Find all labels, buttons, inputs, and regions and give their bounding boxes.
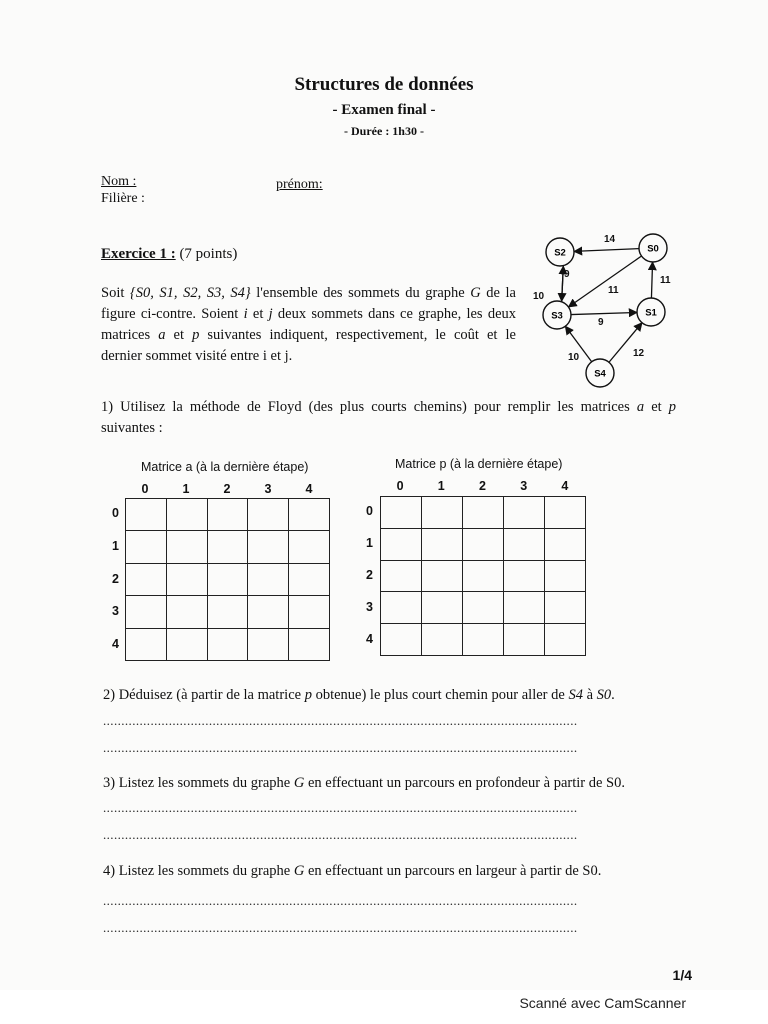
matrix-p-grid <box>380 496 586 656</box>
matrix-p-cell[interactable] <box>545 497 586 529</box>
matrix-p-cell[interactable] <box>463 592 504 624</box>
matrix-a-cell[interactable] <box>166 531 207 563</box>
matrix-a-row-index: 0 <box>112 506 119 521</box>
q2-text: 2) Déduisez (à partir de la matrice <box>103 687 305 703</box>
exam-duration: - Durée : 1h30 - <box>344 124 424 138</box>
svg-text:S3: S3 <box>551 310 563 322</box>
matrix-p-row-index: 4 <box>366 632 373 646</box>
matrix-p-row-index: 1 <box>366 536 373 550</box>
q2-text: . <box>611 687 615 703</box>
matrix-p-row <box>381 624 586 656</box>
svg-text:S2: S2 <box>554 247 566 259</box>
graph-node-s2 <box>546 238 574 266</box>
matrix-p-cell[interactable] <box>545 592 586 624</box>
matrix-p-row-index: 0 <box>366 504 373 518</box>
stmt-part: de la figure ci-contre. Soient <box>101 285 516 322</box>
graph-node-s0 <box>639 234 667 262</box>
answer-line[interactable]: .................................................................................................................................. <box>103 740 578 755</box>
matrix-a-row <box>126 563 330 595</box>
question-2 <box>103 685 615 706</box>
exercise-points: (7 points) <box>179 246 238 262</box>
matrix-a-row-index: 1 <box>112 538 119 553</box>
question-4 <box>103 861 601 882</box>
matrix-p-row <box>381 560 586 592</box>
q1-text: suivantes : <box>101 420 163 436</box>
stmt-part: Soit <box>101 285 130 301</box>
edge-weight-label: 9 <box>598 317 604 328</box>
answer-line[interactable]: .................................................................................................................................. <box>103 920 578 935</box>
matrix-a-grid <box>125 498 330 661</box>
matrix-a-cell[interactable] <box>207 596 248 628</box>
matrix-p-row-index: 2 <box>366 568 373 582</box>
matrix-a-cell[interactable] <box>248 596 289 628</box>
page-number: 1/4 <box>672 967 692 983</box>
q1-var-p: p <box>668 399 676 415</box>
matrix-a-cell[interactable] <box>126 499 167 531</box>
graph-symbol: G <box>470 285 481 301</box>
matrix-a-cell[interactable] <box>166 563 207 595</box>
matrix-p-cell[interactable] <box>422 624 463 656</box>
graph-node-s3 <box>543 301 571 329</box>
q2-s4: S4 <box>568 687 583 703</box>
matrix-a-col-index: 4 <box>305 482 313 496</box>
matrix-p-cell[interactable] <box>545 624 586 656</box>
q4-text: 4) Listez les sommets du graphe <box>103 863 294 879</box>
matrix-a-row <box>126 628 330 660</box>
matrix-p-col-index: 2 <box>479 479 486 493</box>
matrix-p-cell[interactable] <box>422 497 463 529</box>
stmt-part: l'ensemble des sommets du graphe <box>250 285 471 301</box>
matrix-p-cell[interactable] <box>504 592 545 624</box>
var-j: j <box>268 306 273 322</box>
q2-text: obtenue) le plus court chemin pour aller de <box>311 687 569 703</box>
matrix-p-cell[interactable] <box>381 497 422 529</box>
matrix-a-cell[interactable] <box>126 563 167 595</box>
matrix-a-cell[interactable] <box>289 628 330 660</box>
matrix-a-cell[interactable] <box>126 531 167 563</box>
graph-figure <box>520 225 690 390</box>
exercise-title: Exercice 1 : <box>101 246 176 262</box>
matrix-p-row <box>381 497 586 529</box>
answer-line[interactable]: .................................................................................................................................. <box>103 893 578 908</box>
matrix-a-cell[interactable] <box>126 596 167 628</box>
filiere-label: Filière : <box>101 191 145 206</box>
graph-edge-s3-s1 <box>571 312 637 314</box>
matrix-a-row-index: 3 <box>112 604 119 619</box>
matrix-p-cell[interactable] <box>504 560 545 592</box>
matrix-p-cell[interactable] <box>463 560 504 592</box>
matrix-a-cell[interactable] <box>166 499 207 531</box>
matrix-a-col-index: 0 <box>141 482 149 496</box>
matrix-a-cell[interactable] <box>207 499 248 531</box>
edge-weight-label: 11 <box>608 285 619 296</box>
matrix-a-col-index: 1 <box>182 482 190 496</box>
matrix-p-row <box>381 528 586 560</box>
q4-var-g: G <box>293 863 305 879</box>
svg-text:S4: S4 <box>594 368 606 380</box>
q2-s0: S0 <box>596 687 612 703</box>
matrix-a-cell[interactable] <box>248 499 289 531</box>
svg-text:S1: S1 <box>645 307 657 319</box>
question-3 <box>103 773 625 794</box>
q4-text: en effectuant un parcours en largeur à partir de S0. <box>304 863 602 879</box>
graph-node-s4 <box>586 359 614 387</box>
matrix-a-cell[interactable] <box>207 628 248 660</box>
q1-text: 1) Utilisez la méthode de Floyd (des plus courts chemins) pour remplir les matrices <box>101 399 637 415</box>
edge-weight-label: 14 <box>604 234 616 245</box>
matrix-a-cell[interactable] <box>248 628 289 660</box>
answer-line[interactable]: .................................................................................................................................. <box>103 827 578 842</box>
matrix-p-cell[interactable] <box>422 592 463 624</box>
edge-weight-label: 10 <box>568 352 580 363</box>
matrix-a-row <box>126 499 330 531</box>
matrix-p-cell[interactable] <box>422 560 463 592</box>
matrix-p-cell[interactable] <box>381 592 422 624</box>
matrix-a-col-index: 3 <box>264 482 272 496</box>
edge-weight-label: 12 <box>633 348 645 359</box>
matrix-a-cell[interactable] <box>166 596 207 628</box>
scanner-watermark: Scanné avec CamScanner <box>519 995 686 1011</box>
matrix-p-cell[interactable] <box>381 528 422 560</box>
matrix-a-row-index: 2 <box>112 571 119 586</box>
matrix-a-cell[interactable] <box>166 628 207 660</box>
stmt-part: et <box>247 306 269 322</box>
stmt-part: deux sommets dans ce graphe, les deux matrices <box>101 306 517 343</box>
matrix-a-cell[interactable] <box>207 563 248 595</box>
answer-line[interactable]: .................................................................................................................................. <box>103 800 578 815</box>
stmt-part: suivantes indiquent, respectivement, le coût et le dernier sommet visité entre i et j. <box>101 327 516 364</box>
graph-node-s1 <box>637 298 665 326</box>
matrix-a-row <box>126 531 330 563</box>
graph-edge-s1-s0 <box>651 262 652 298</box>
q2-var-p: p <box>304 687 312 703</box>
edge-weight-label: 9 <box>564 269 570 280</box>
matrix-p-cell[interactable] <box>504 624 545 656</box>
matrix-p-cell[interactable] <box>504 528 545 560</box>
graph-edge-s0-s3 <box>568 256 641 307</box>
vertex-set: {S0, S1, S2, S3, S4} <box>129 285 251 301</box>
q3-text: 3) Listez les sommets du graphe <box>103 775 294 791</box>
matrix-p-cell[interactable] <box>545 560 586 592</box>
q2-text: à <box>582 687 597 703</box>
edge-weight-label: 11 <box>660 275 671 286</box>
matrix-p-title: Matrice p (à la dernière étape) <box>395 457 563 471</box>
var-p: p <box>192 327 200 343</box>
matrix-a-cell[interactable] <box>248 563 289 595</box>
svg-text:S0: S0 <box>647 243 659 255</box>
matrix-a-cell[interactable] <box>207 531 248 563</box>
matrix-p-row-index: 3 <box>366 600 373 614</box>
var-i: i <box>243 306 248 322</box>
edge-weight-label: 10 <box>533 291 545 302</box>
matrix-p-cell[interactable] <box>463 497 504 529</box>
matrix-a-row <box>126 596 330 628</box>
q3-text: en effectuant un parcours en profondeur à partir de S0. <box>304 775 625 791</box>
matrix-p-cell[interactable] <box>381 624 422 656</box>
matrix-a-cell[interactable] <box>248 531 289 563</box>
matrix-a-cell[interactable] <box>289 531 330 563</box>
answer-line[interactable]: .................................................................................................................................. <box>103 713 578 728</box>
matrix-p-cell[interactable] <box>463 624 504 656</box>
matrix-a-title: Matrice a (à la dernière étape) <box>141 460 309 474</box>
var-a: a <box>158 327 166 343</box>
matrix-p-cell[interactable] <box>381 560 422 592</box>
exam-title: Structures de données <box>294 74 474 95</box>
nom-label: Nom : <box>101 174 137 189</box>
matrix-p-cell[interactable] <box>422 528 463 560</box>
q1-var-a: a <box>636 399 645 415</box>
q1-text: et <box>644 399 669 415</box>
graph-edge-s0-s2 <box>574 249 639 252</box>
matrix-p-col-index: 3 <box>520 479 528 493</box>
matrix-a-cell[interactable] <box>289 563 330 595</box>
matrix-a-cell[interactable] <box>126 628 167 660</box>
matrix-p-cell[interactable] <box>463 528 504 560</box>
exam-subtitle: - Examen final - <box>332 102 436 118</box>
matrix-p-cell[interactable] <box>545 528 586 560</box>
exercise-heading <box>101 246 237 263</box>
matrix-p-col-index: 4 <box>561 479 569 493</box>
matrix-p-row <box>381 592 586 624</box>
question-1 <box>101 397 676 439</box>
exercise-statement <box>101 283 516 367</box>
matrix-a-row-index: 4 <box>112 636 119 651</box>
matrix-p-col-index: 0 <box>396 479 404 493</box>
matrix-p-col-index: 1 <box>437 479 445 493</box>
matrix-a-cell[interactable] <box>289 499 330 531</box>
matrix-a-cell[interactable] <box>289 596 330 628</box>
q3-var-g: G <box>293 775 305 791</box>
prenom-label: prénom: <box>276 177 323 192</box>
matrix-p-cell[interactable] <box>504 497 545 529</box>
matrix-a-col-index: 2 <box>223 482 231 496</box>
stmt-part: et <box>165 327 193 343</box>
